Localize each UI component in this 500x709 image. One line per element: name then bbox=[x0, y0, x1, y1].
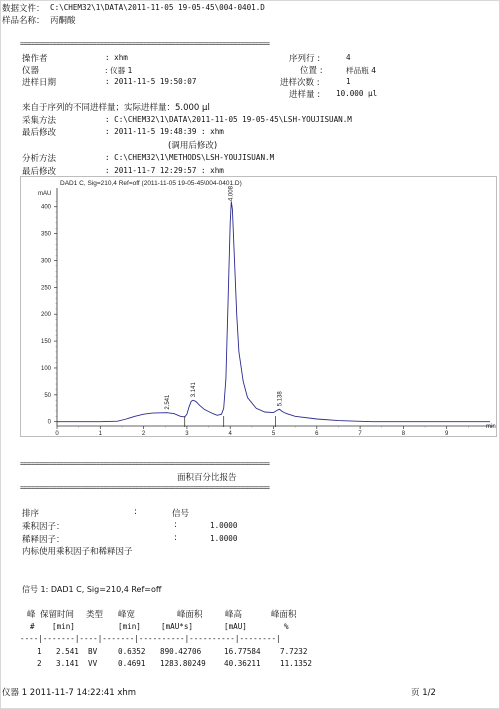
inj-volume-label: 进样量 : bbox=[289, 90, 321, 100]
instrument-label: 仪器 bbox=[22, 66, 40, 76]
last-modified-2-value: : 2011-11-7 12:29:57 : xhm bbox=[105, 166, 224, 175]
peak-label: 5.138 bbox=[277, 391, 284, 407]
footer-page: 页 1/2 bbox=[411, 688, 436, 698]
actual-volume-note: 来自于序列的不同进样量；实际进样量：5.000 µl bbox=[22, 103, 210, 113]
x-axis-label: min bbox=[486, 424, 496, 430]
row1-area-pct: 7.7232 bbox=[280, 647, 308, 656]
col-width-header: 峰宽 bbox=[118, 610, 136, 620]
footer-left: 仪器 1 2011-11-7 14:22:41 xhm bbox=[2, 688, 137, 698]
unit-peak: # bbox=[30, 622, 35, 631]
unit-rt: [min] bbox=[52, 622, 75, 631]
chart-title: DAD1 C, Sig=210,4 Ref=off (2011-11-05 19-05-45\004-0401.D) bbox=[60, 180, 242, 187]
row2-rt: 3.141 bbox=[56, 659, 79, 668]
row2-width: 0.4691 bbox=[118, 659, 146, 668]
peak-label: 3.141 bbox=[191, 382, 198, 398]
last-modified-2-label: 最后修改 bbox=[22, 167, 57, 177]
instrument-value: : 仪器 1 bbox=[105, 66, 133, 75]
analysis-method-value: : C:\CHEM32\1\METHODS\LSH-YOUJISUAN.M bbox=[105, 153, 275, 162]
row2-peak: 2 bbox=[37, 659, 42, 668]
separator-report-top: ===================================================================== bbox=[20, 460, 270, 468]
chart-border bbox=[21, 177, 497, 437]
col-rt-header: 保留时间 bbox=[40, 610, 75, 620]
peak-label: 4.008 bbox=[228, 186, 235, 202]
data-file-label: 数据文件： bbox=[2, 4, 45, 14]
report-title: 面积百分比报告 bbox=[177, 473, 237, 483]
row1-peak: 1 bbox=[37, 647, 42, 656]
row2-type: VV bbox=[88, 659, 98, 668]
inj-count-value: 1 bbox=[346, 77, 351, 86]
row1-area: 890.42706 bbox=[160, 647, 202, 656]
seq-line-label: 序列行 : bbox=[289, 54, 321, 64]
x-tick-label: 2 bbox=[141, 431, 146, 437]
dilution-label: 稀释因子： bbox=[22, 535, 65, 545]
x-tick-label: 5 bbox=[271, 431, 276, 437]
acq-method-value: : C:\CHEM32\1\DATA\2011-11-05 19-05-45\LSH-YOUJISUAN.M bbox=[105, 115, 352, 124]
sort-label: 排序 bbox=[22, 509, 40, 519]
operator-label: 操作者 bbox=[22, 54, 48, 64]
sample-name-label: 样品名称： bbox=[2, 16, 45, 26]
sample-name: 丙酮酸 bbox=[50, 16, 76, 26]
istd-note: 内标使用乘积因子和稀释因子 bbox=[22, 547, 133, 557]
y-tick-label: 400 bbox=[40, 204, 51, 211]
row2-height: 40.36211 bbox=[224, 659, 261, 668]
signal-line: 信号 1: DAD1 C, Sig=210,4 Ref=off bbox=[22, 585, 162, 594]
col-area-header: 峰面积 bbox=[177, 610, 203, 620]
separator-top: ===================================================================== bbox=[20, 40, 270, 48]
y-tick-label: 250 bbox=[40, 285, 51, 292]
inject-date-value: : 2011-11-5 19:50:07 bbox=[105, 77, 197, 86]
y-tick-label: 300 bbox=[40, 258, 51, 265]
position-label: 位置 : bbox=[300, 66, 323, 76]
row1-type: BV bbox=[88, 647, 98, 656]
x-tick-label: 3 bbox=[185, 431, 189, 437]
unit-height: [mAU] bbox=[224, 622, 247, 631]
row1-rt: 2.541 bbox=[56, 647, 79, 656]
x-tick-label: 0 bbox=[55, 431, 59, 437]
dilution-value: 1.0000 bbox=[210, 534, 238, 543]
peak-label: 2.541 bbox=[165, 394, 172, 410]
x-tick-label: 6 bbox=[315, 431, 319, 437]
last-modified-label: 最后修改 bbox=[22, 128, 57, 138]
dilution-sep: : bbox=[174, 533, 177, 543]
multiplier-label: 乘积因子： bbox=[22, 522, 65, 532]
col-height-header: 峰高 bbox=[225, 610, 243, 620]
x-tick-label: 1 bbox=[98, 431, 102, 437]
position-value: 样品瓶 4 bbox=[346, 66, 377, 75]
y-tick-label: 200 bbox=[40, 312, 51, 319]
multiplier-sep: : bbox=[174, 520, 177, 530]
y-tick-label: 50 bbox=[44, 392, 51, 399]
row2-area: 1283.80249 bbox=[160, 659, 206, 668]
data-file-path: C:\CHEM32\1\DATA\2011-11-05 19-05-45\004-0401.D bbox=[50, 3, 265, 12]
sort-sep: : bbox=[134, 507, 137, 517]
y-axis-label: mAU bbox=[38, 191, 52, 197]
row2-area-pct: 11.1352 bbox=[280, 659, 313, 668]
col-peak-header: 峰 bbox=[27, 610, 36, 620]
table-dash-line: ----|-------|----|-------|----------|----------|--------| bbox=[20, 634, 281, 643]
separator-report-bottom: ===================================================================== bbox=[20, 484, 270, 492]
inj-volume-value: 10.000 µl bbox=[336, 89, 378, 98]
y-tick-label: 0 bbox=[47, 419, 51, 426]
unit-area: [mAU*s] bbox=[161, 622, 194, 631]
col-area-pct-header: 峰面积 bbox=[271, 610, 297, 620]
sort-value: 信号 bbox=[172, 509, 190, 519]
x-tick-label: 8 bbox=[401, 431, 406, 437]
last-modified-value: : 2011-11-5 19:48:39 : xhm bbox=[105, 127, 224, 136]
y-tick-label: 100 bbox=[40, 365, 51, 372]
analysis-method-label: 分析方法 bbox=[22, 154, 57, 164]
col-type-header: 类型 bbox=[86, 610, 104, 620]
x-tick-label: 9 bbox=[445, 431, 449, 437]
multiplier-value: 1.0000 bbox=[210, 521, 238, 530]
y-tick-label: 150 bbox=[40, 339, 51, 346]
y-tick-label: 350 bbox=[40, 231, 51, 238]
unit-width: [min] bbox=[118, 622, 141, 631]
chromatogram-chart bbox=[20, 176, 498, 438]
seq-line-value: 4 bbox=[346, 53, 351, 62]
unit-area-pct: % bbox=[284, 622, 289, 631]
acq-method-label: 采集方法 bbox=[22, 116, 57, 126]
x-tick-label: 7 bbox=[358, 431, 362, 437]
row1-height: 16.77584 bbox=[224, 647, 261, 656]
row1-width: 0.6352 bbox=[118, 647, 146, 656]
inject-date-label: 进样日期 bbox=[22, 78, 57, 88]
x-tick-label: 4 bbox=[228, 431, 232, 437]
operator-value: : xhm bbox=[105, 53, 128, 62]
inj-count-label: 进样次数 : bbox=[280, 78, 320, 88]
modified-after-load: (调用后修改) bbox=[168, 141, 218, 151]
